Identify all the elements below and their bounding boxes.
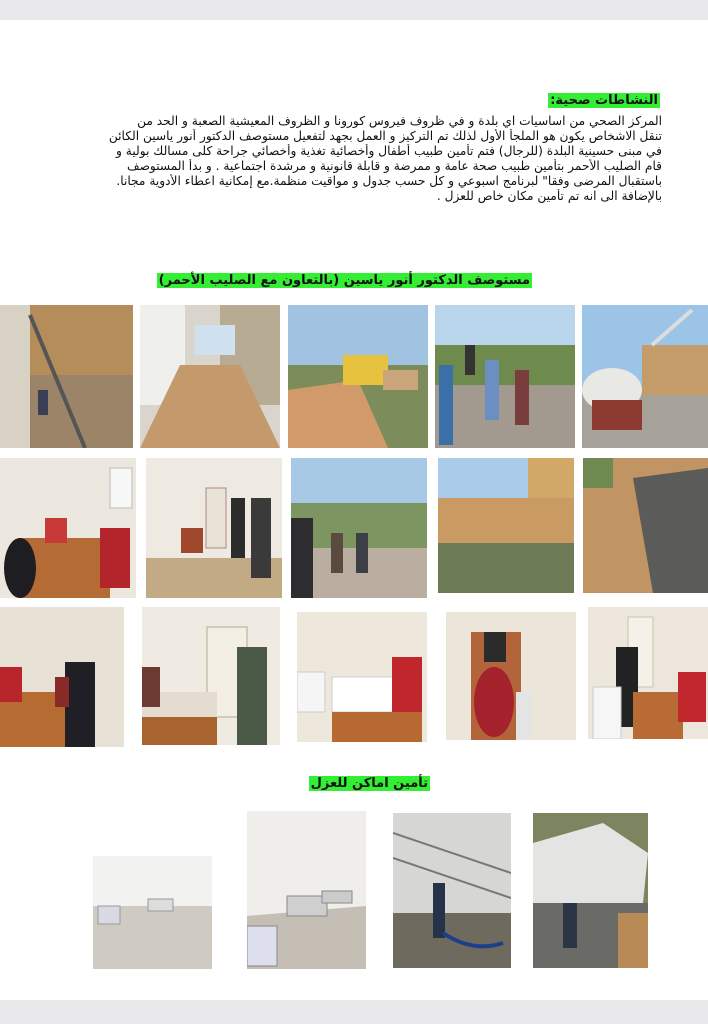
photo-tent-exterior [533, 813, 648, 968]
photo-gravel-path [140, 305, 280, 448]
photo-isolation-tent [393, 813, 511, 968]
photo-clinic-waiting [146, 458, 282, 598]
isolation-heading: تأمين اماكن للعزل [310, 776, 428, 791]
photo-garden-wall [438, 458, 574, 593]
clinic-heading: مستوصف الدكتور أنور ياسين (بالتعاون مع الصليب الأحمر) [158, 273, 530, 288]
health-activities-heading: النشاطات صحية: [550, 93, 658, 108]
photo-isolation-room-1 [93, 811, 212, 969]
photo-outdoor-workers [291, 458, 427, 598]
paragraph-line: قام الصليب الأحمر بتأمين طبيب صحة عامة و ممرضة و قابلة قانونية و مرشدة اجتماعية . و بدأ المستوصف [126, 159, 662, 173]
photo-construction-alley [0, 305, 133, 448]
paragraph-line: بالإضافة الى انه تم تأمين مكان خاص للعزل . [436, 189, 662, 203]
paragraph-line: في مبنى حسينية البلدة (للرجال) فتم تأمين طبيب أطفال وأخصائية تغذية وأخصائي جراحة كلى مسالك بولية و [116, 144, 662, 158]
photo-concrete-mixer [582, 305, 708, 448]
photo-isolation-room-2 [247, 811, 366, 969]
photo-medicine-boxes [297, 612, 427, 742]
photo-clinic-reception [0, 458, 136, 598]
paragraph-line: المركز الصحي من اساسيات اي بلدة و في ظروف فيروس كورونا و الظروف المعيشية الصعبة و الحد من [137, 114, 662, 128]
photo-child-visit [588, 607, 708, 739]
health-paragraph [70, 114, 662, 204]
photo-registration [142, 607, 280, 745]
paragraph-line: باستقبال المرضى وفقا" لبرنامج اسبوعي و كل حسب جدول و مواقيت منظمة.مع إمكانية اعطاء الأدوية مجانا. [116, 174, 662, 188]
paragraph-line: تنقل الاشخاص يكون هو الملجأ الأول لذلك تم التركيز و العمل بجهد لتفعيل مستوصف الدكتور أنور ياسين الكائن [108, 129, 662, 143]
photo-waterproof-roof [583, 458, 708, 593]
photo-nurse-scale [446, 612, 576, 740]
photo-patient-desk [0, 607, 124, 747]
photo-workers-road [435, 305, 575, 448]
photo-excavator [288, 305, 428, 448]
